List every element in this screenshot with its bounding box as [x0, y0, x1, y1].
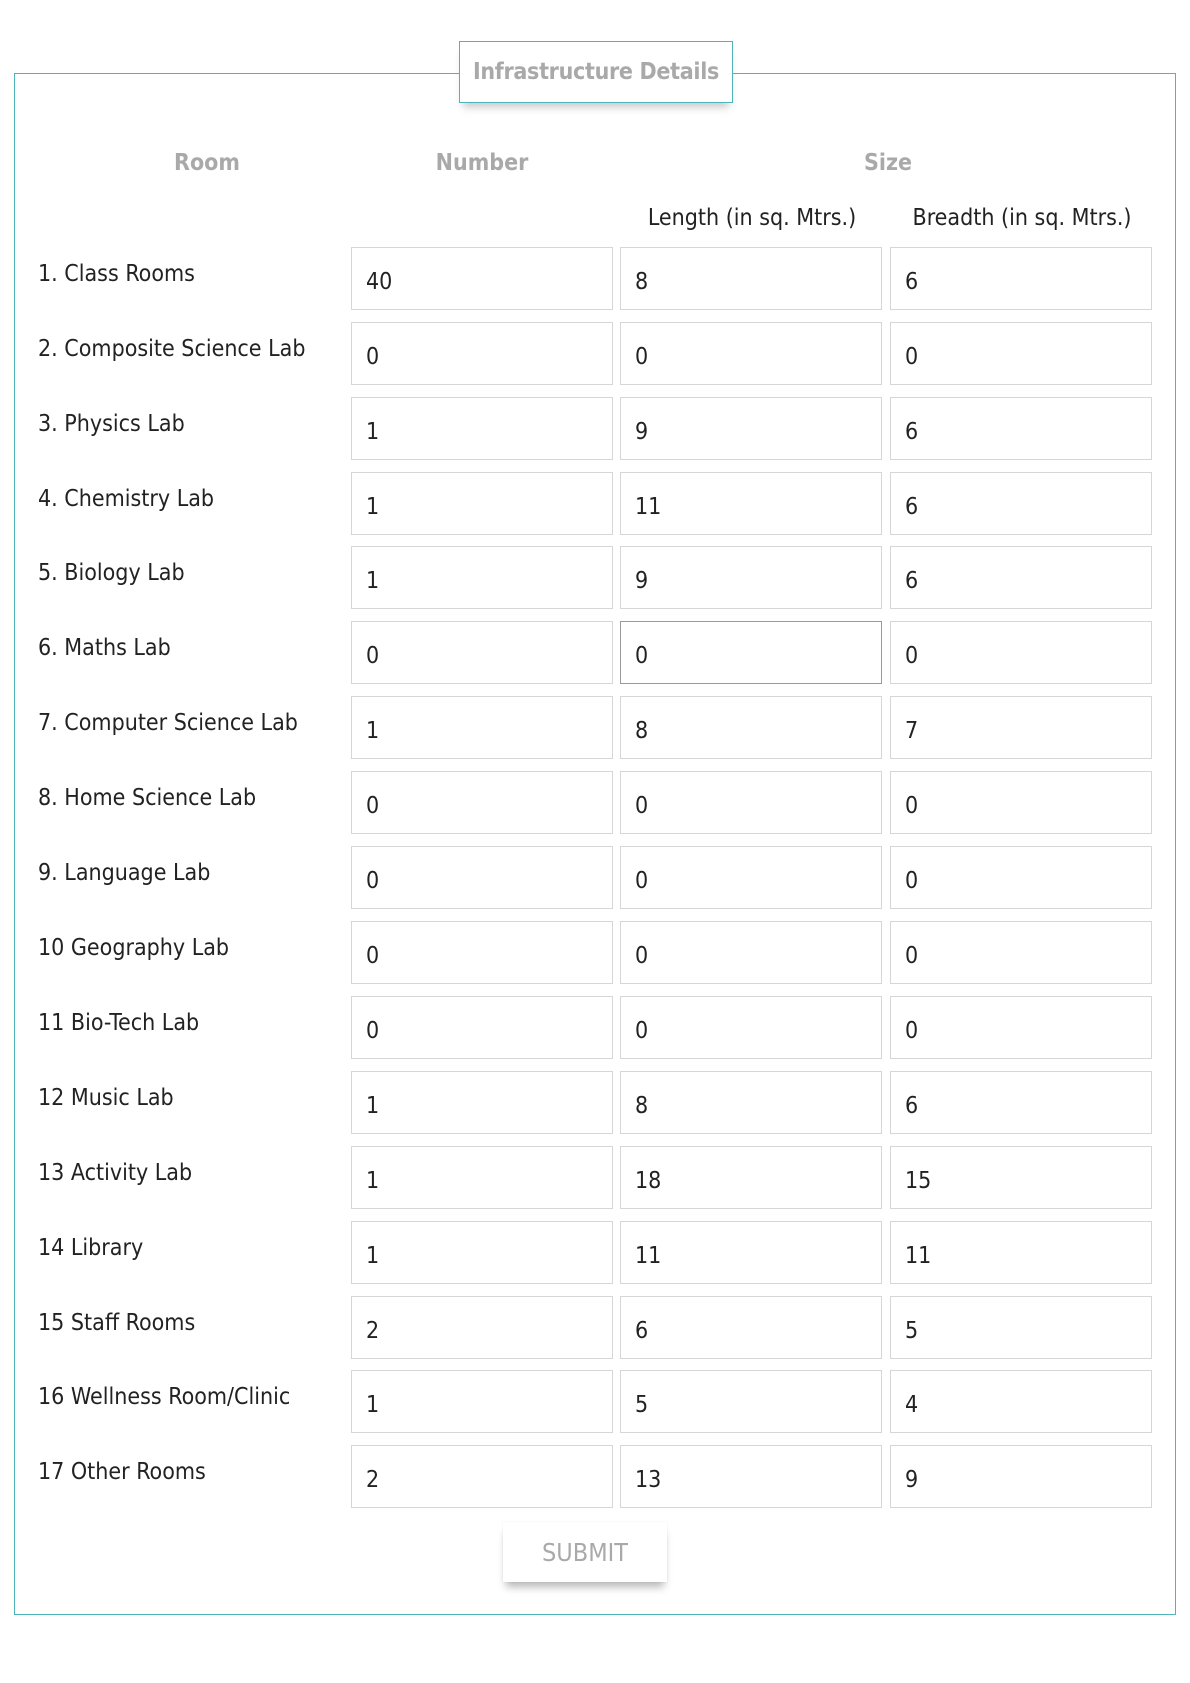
length-input[interactable]: 6 — [620, 1296, 882, 1359]
room-label: 11 Bio-Tech Lab — [38, 1010, 200, 1036]
breadth-input[interactable]: 6 — [890, 546, 1152, 609]
breadth-input[interactable]: 0 — [890, 322, 1152, 385]
room-label: 15 Staff Rooms — [38, 1310, 196, 1336]
length-input[interactable]: 9 — [620, 546, 882, 609]
number-input[interactable]: 1 — [351, 397, 613, 460]
table-row — [0, 996, 1190, 1060]
breadth-input[interactable]: 0 — [890, 621, 1152, 684]
length-input[interactable]: 5 — [620, 1370, 882, 1433]
table-row — [0, 397, 1190, 461]
room-label: 9. Language Lab — [38, 860, 211, 886]
table-row — [0, 472, 1190, 536]
number-input[interactable]: 40 — [351, 247, 613, 310]
number-input[interactable]: 0 — [351, 996, 613, 1059]
number-input[interactable]: 0 — [351, 921, 613, 984]
number-input[interactable]: 1 — [351, 546, 613, 609]
number-input[interactable]: 1 — [351, 1146, 613, 1209]
size-column-header: Size — [863, 150, 913, 176]
breadth-column-header: Breadth (in sq. Mtrs.) — [912, 205, 1132, 231]
breadth-input[interactable]: 9 — [890, 1445, 1152, 1508]
number-input[interactable]: 0 — [351, 621, 613, 684]
table-row — [0, 1370, 1190, 1434]
length-column-header: Length (in sq. Mtrs.) — [647, 205, 857, 231]
length-input[interactable]: 9 — [620, 397, 882, 460]
table-row — [0, 1296, 1190, 1360]
number-input[interactable]: 0 — [351, 846, 613, 909]
number-column-header: Number — [435, 150, 529, 176]
room-label: 14 Library — [38, 1235, 144, 1261]
breadth-input[interactable]: 0 — [890, 771, 1152, 834]
breadth-input[interactable]: 6 — [890, 397, 1152, 460]
length-input[interactable]: 11 — [620, 472, 882, 535]
room-label: 2. Composite Science Lab — [38, 336, 306, 362]
breadth-input[interactable]: 0 — [890, 996, 1152, 1059]
room-label: 3. Physics Lab — [38, 411, 185, 437]
panel-title: Infrastructure Details — [459, 41, 733, 103]
length-input[interactable]: 11 — [620, 1221, 882, 1284]
room-label: 5. Biology Lab — [38, 560, 185, 586]
breadth-input[interactable]: 15 — [890, 1146, 1152, 1209]
breadth-input[interactable]: 5 — [890, 1296, 1152, 1359]
table-row — [0, 921, 1190, 985]
table-row — [0, 1146, 1190, 1210]
breadth-input[interactable]: 0 — [890, 921, 1152, 984]
breadth-input[interactable]: 6 — [890, 1071, 1152, 1134]
number-input[interactable]: 1 — [351, 1221, 613, 1284]
length-input[interactable]: 0 — [620, 322, 882, 385]
length-input[interactable]: 0 — [620, 996, 882, 1059]
room-label: 8. Home Science Lab — [38, 785, 257, 811]
length-input[interactable]: 0 — [620, 921, 882, 984]
room-label: 7. Computer Science Lab — [38, 710, 298, 736]
number-input[interactable]: 0 — [351, 771, 613, 834]
length-input[interactable]: 13 — [620, 1445, 882, 1508]
table-row — [0, 546, 1190, 610]
number-input[interactable]: 2 — [351, 1445, 613, 1508]
breadth-input[interactable]: 7 — [890, 696, 1152, 759]
table-row — [0, 247, 1190, 311]
number-input[interactable]: 0 — [351, 322, 613, 385]
submit-button[interactable]: SUBMIT — [503, 1522, 667, 1582]
table-row — [0, 322, 1190, 386]
room-label: 6. Maths Lab — [38, 635, 171, 661]
table-row — [0, 846, 1190, 910]
length-input[interactable]: 18 — [620, 1146, 882, 1209]
breadth-input[interactable]: 6 — [890, 472, 1152, 535]
room-label: 17 Other Rooms — [38, 1459, 206, 1485]
length-input[interactable]: 8 — [620, 1071, 882, 1134]
length-input[interactable]: 0 — [620, 846, 882, 909]
table-row — [0, 1445, 1190, 1509]
table-row — [0, 621, 1190, 685]
room-label: 1. Class Rooms — [38, 261, 195, 287]
number-input[interactable]: 1 — [351, 472, 613, 535]
table-row — [0, 1221, 1190, 1285]
length-input[interactable]: 0 — [620, 621, 882, 684]
room-label: 16 Wellness Room/Clinic — [38, 1384, 291, 1410]
breadth-input[interactable]: 4 — [890, 1370, 1152, 1433]
room-label: 4. Chemistry Lab — [38, 486, 215, 512]
breadth-input[interactable]: 6 — [890, 247, 1152, 310]
table-row — [0, 1071, 1190, 1135]
room-label: 10 Geography Lab — [38, 935, 230, 961]
room-column-header: Room — [174, 150, 240, 176]
table-row — [0, 771, 1190, 835]
room-label: 12 Music Lab — [38, 1085, 174, 1111]
number-input[interactable]: 1 — [351, 696, 613, 759]
number-input[interactable]: 1 — [351, 1370, 613, 1433]
room-label: 13 Activity Lab — [38, 1160, 193, 1186]
breadth-input[interactable]: 11 — [890, 1221, 1152, 1284]
length-input[interactable]: 0 — [620, 771, 882, 834]
length-input[interactable]: 8 — [620, 247, 882, 310]
length-input[interactable]: 8 — [620, 696, 882, 759]
number-input[interactable]: 1 — [351, 1071, 613, 1134]
table-row — [0, 696, 1190, 760]
breadth-input[interactable]: 0 — [890, 846, 1152, 909]
number-input[interactable]: 2 — [351, 1296, 613, 1359]
